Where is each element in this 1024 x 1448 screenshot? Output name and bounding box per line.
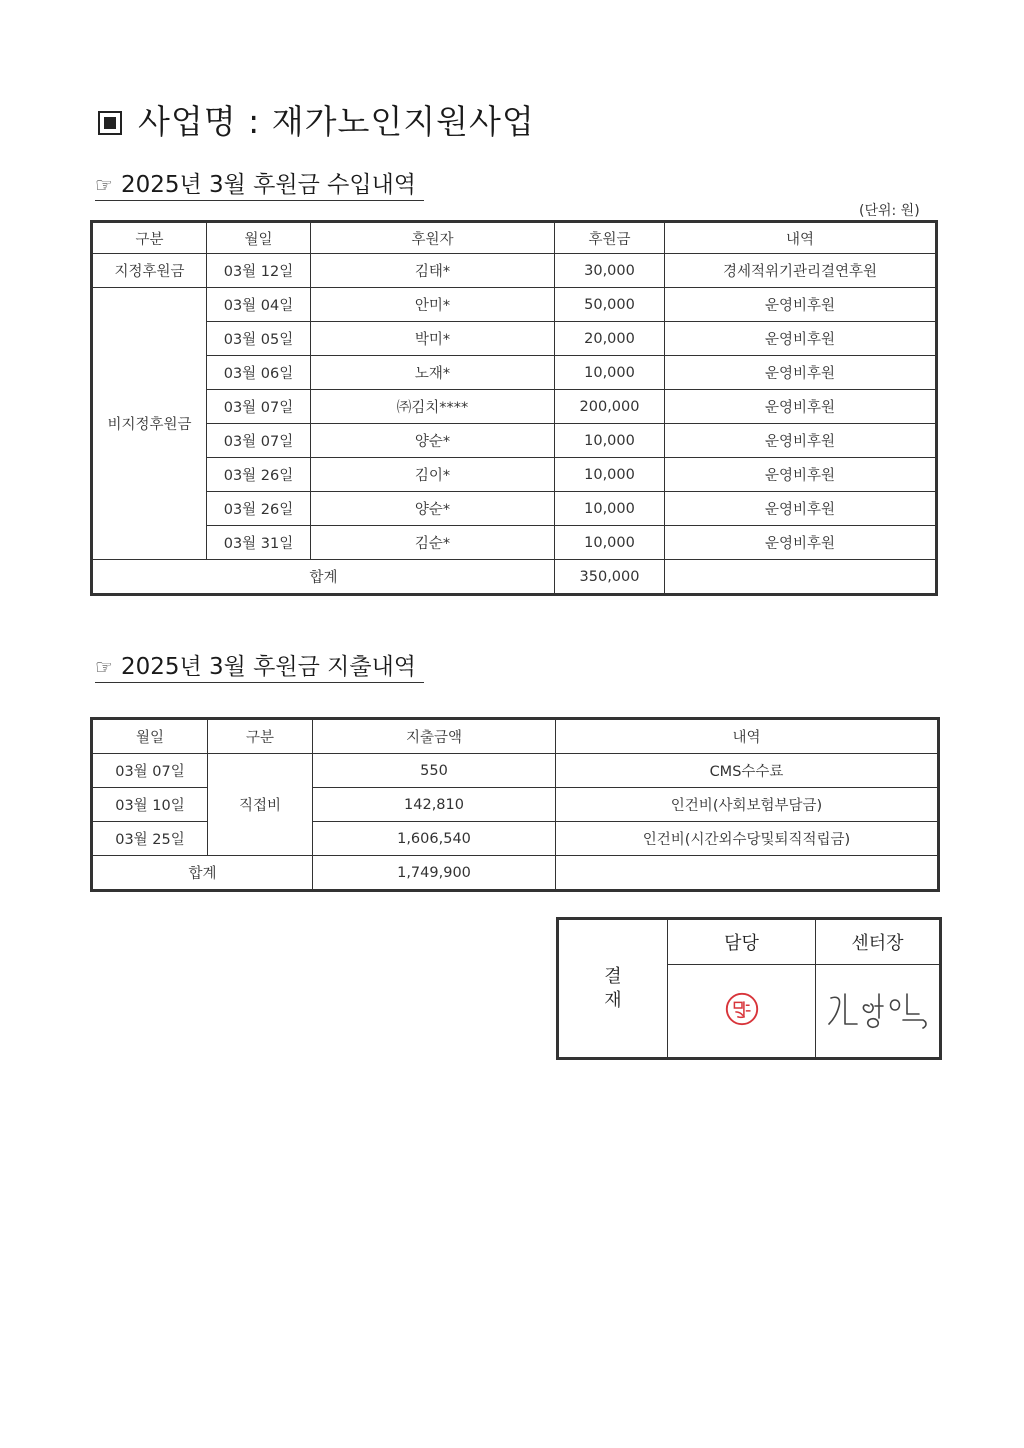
header-cell: 내역 bbox=[556, 719, 939, 754]
table-row bbox=[92, 754, 939, 788]
date-cell: 03월 12일 bbox=[207, 254, 311, 288]
date-cell: 03월 26일 bbox=[207, 492, 311, 526]
amount-cell: 10,000 bbox=[555, 526, 665, 560]
detail-cell: CMS수수료 bbox=[556, 754, 939, 788]
expense-table bbox=[90, 717, 940, 892]
amount-cell: 10,000 bbox=[555, 356, 665, 390]
detail-cell: 운영비후원 bbox=[665, 390, 937, 424]
amount-cell: 550 bbox=[313, 754, 556, 788]
detail-cell: 운영비후원 bbox=[665, 424, 937, 458]
donor-cell: 양순* bbox=[311, 492, 555, 526]
page-title-text: 사업명 : 재가노인지원사업 bbox=[138, 102, 535, 141]
expense-section-heading bbox=[95, 648, 424, 683]
date-cell: 03월 07일 bbox=[207, 390, 311, 424]
table-row bbox=[92, 356, 937, 390]
date-cell: 03월 05일 bbox=[207, 322, 311, 356]
date-cell: 03월 07일 bbox=[207, 424, 311, 458]
detail-cell: 경세적위기관리결연후원 bbox=[665, 254, 937, 288]
table-row bbox=[92, 526, 937, 560]
amount-cell: 10,000 bbox=[555, 492, 665, 526]
date-cell: 03월 31일 bbox=[207, 526, 311, 560]
staff-stamp-cell bbox=[668, 965, 816, 1059]
approval-header-row bbox=[558, 919, 941, 965]
approval-column-header: 센터장 bbox=[816, 919, 941, 965]
amount-cell: 10,000 bbox=[555, 424, 665, 458]
amount-cell: 142,810 bbox=[313, 788, 556, 822]
date-cell: 03월 06일 bbox=[207, 356, 311, 390]
category-cell: 지정후원금 bbox=[92, 254, 207, 288]
table-row bbox=[92, 492, 937, 526]
header-cell: 월일 bbox=[207, 222, 311, 254]
donor-cell: 양순* bbox=[311, 424, 555, 458]
total-label: 합계 bbox=[92, 560, 555, 595]
filled-square-icon bbox=[98, 111, 122, 135]
table-row bbox=[92, 458, 937, 492]
total-detail-empty bbox=[665, 560, 937, 595]
expense-header-row bbox=[92, 719, 939, 754]
header-cell: 내역 bbox=[665, 222, 937, 254]
detail-cell: 운영비후원 bbox=[665, 288, 937, 322]
donor-cell: 안미* bbox=[311, 288, 555, 322]
detail-cell: 운영비후원 bbox=[665, 526, 937, 560]
amount-cell: 30,000 bbox=[555, 254, 665, 288]
table-row bbox=[92, 288, 937, 322]
approval-box bbox=[556, 917, 942, 1060]
detail-cell: 운영비후원 bbox=[665, 458, 937, 492]
table-row bbox=[92, 254, 937, 288]
header-cell: 구분 bbox=[208, 719, 313, 754]
total-row bbox=[92, 560, 937, 595]
amount-cell: 10,000 bbox=[555, 458, 665, 492]
amount-cell: 200,000 bbox=[555, 390, 665, 424]
pointing-hand-icon: ☞ bbox=[95, 655, 113, 679]
total-amount: 1,749,900 bbox=[313, 856, 556, 891]
income-table bbox=[90, 220, 938, 596]
income-header-row bbox=[92, 222, 937, 254]
header-cell: 월일 bbox=[92, 719, 208, 754]
detail-cell: 운영비후원 bbox=[665, 356, 937, 390]
income-section-heading bbox=[95, 166, 424, 201]
pointing-hand-icon: ☞ bbox=[95, 173, 113, 197]
income-section-title: 2025년 3월 후원금 수입내역 bbox=[120, 172, 416, 198]
detail-cell: 인건비(사회보험부담금) bbox=[556, 788, 939, 822]
red-seal-stamp-icon bbox=[723, 990, 761, 1028]
approval-column-header: 담당 bbox=[668, 919, 816, 965]
header-cell: 후원자 bbox=[311, 222, 555, 254]
detail-cell: 운영비후원 bbox=[665, 492, 937, 526]
donor-cell: 노재* bbox=[311, 356, 555, 390]
director-signature-cell bbox=[816, 965, 941, 1059]
amount-cell: 50,000 bbox=[555, 288, 665, 322]
amount-cell: 1,606,540 bbox=[313, 822, 556, 856]
header-cell: 구분 bbox=[92, 222, 207, 254]
table-row bbox=[92, 424, 937, 458]
donor-cell: 김순* bbox=[311, 526, 555, 560]
header-cell: 지출금액 bbox=[313, 719, 556, 754]
approval-label-char: 재 bbox=[604, 989, 622, 1011]
total-row bbox=[92, 856, 939, 891]
category-cell: 비지정후원금 bbox=[92, 288, 207, 560]
total-amount: 350,000 bbox=[555, 560, 665, 595]
donor-cell: 김이* bbox=[311, 458, 555, 492]
donor-cell: ㈜김치**** bbox=[311, 390, 555, 424]
page-title bbox=[98, 96, 535, 143]
detail-cell: 운영비후원 bbox=[665, 322, 937, 356]
total-label: 합계 bbox=[92, 856, 313, 891]
date-cell: 03월 26일 bbox=[207, 458, 311, 492]
donor-cell: 박미* bbox=[311, 322, 555, 356]
expense-section-title: 2025년 3월 후원금 지출내역 bbox=[120, 654, 416, 680]
table-row bbox=[92, 322, 937, 356]
approval-label-char: 결 bbox=[604, 965, 622, 987]
date-cell: 03월 10일 bbox=[92, 788, 208, 822]
detail-cell: 인건비(시간외수당및퇴직적립금) bbox=[556, 822, 939, 856]
header-cell: 후원금 bbox=[555, 222, 665, 254]
category-cell: 직접비 bbox=[208, 754, 313, 856]
amount-cell: 20,000 bbox=[555, 322, 665, 356]
date-cell: 03월 25일 bbox=[92, 822, 208, 856]
table-row bbox=[92, 390, 937, 424]
total-detail-empty bbox=[556, 856, 939, 891]
unit-label: (단위: 원) bbox=[859, 203, 920, 219]
handwritten-signature-icon bbox=[823, 984, 933, 1034]
date-cell: 03월 07일 bbox=[92, 754, 208, 788]
date-cell: 03월 04일 bbox=[207, 288, 311, 322]
donor-cell: 김태* bbox=[311, 254, 555, 288]
approval-label bbox=[558, 919, 668, 1059]
